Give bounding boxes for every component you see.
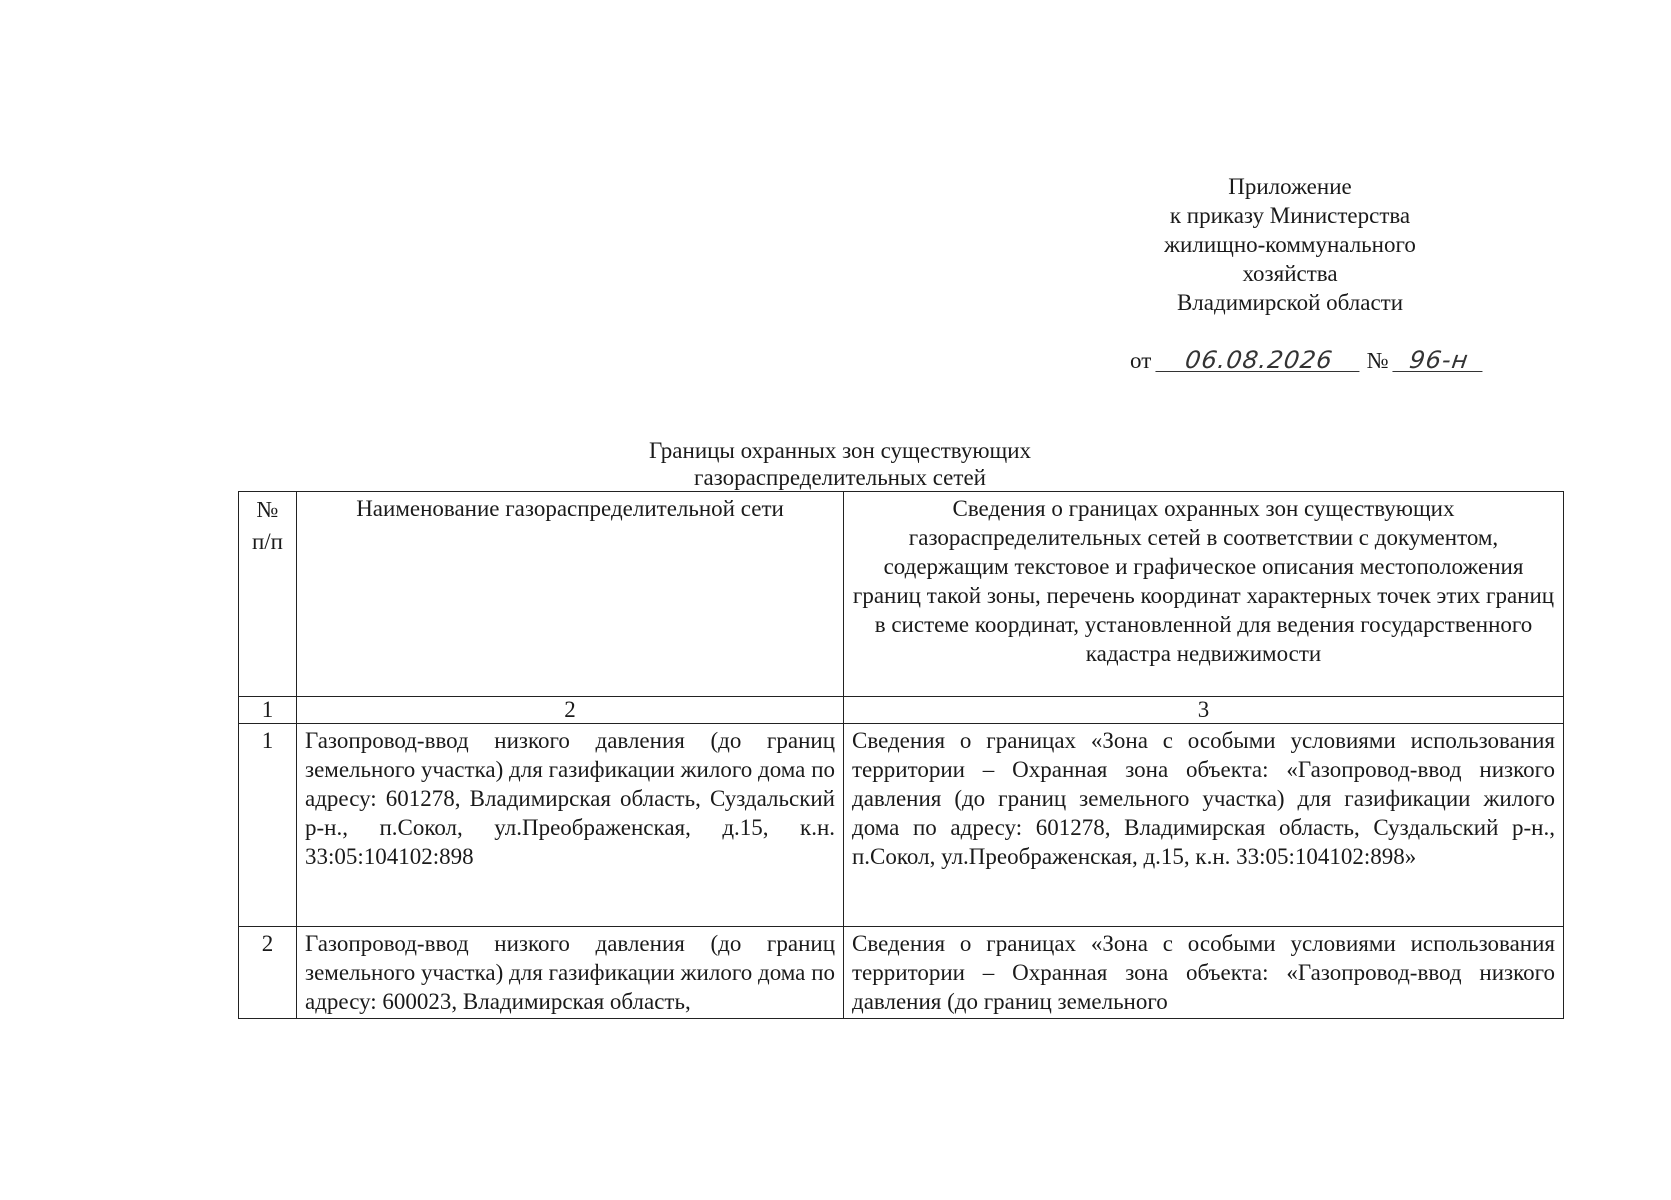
document-title bbox=[520, 437, 1160, 491]
appendix-line: Владимирской области bbox=[1176, 290, 1404, 315]
order-date-handwritten: 06.08.2026 bbox=[1155, 349, 1362, 372]
row-network-name: Газопровод-ввод низкого давления (до границ земельного участка) для газификации жилого дома по адресу: 601278, Владимирская область, Суздальский р-н., п.Сокол, ул.Преображенская, д.15, к.н. 33:05:104102:898 bbox=[297, 724, 844, 927]
appendix-line: к приказу Министерства bbox=[1169, 203, 1411, 228]
header-info: Сведения о границах охранных зон существующих газораспределительных сетей в соответствии с документом, содержащим текстовое и графическое описания местоположения границ такой зоны, перечень координат характерных точек этих границ в системе координат, установленной для ведения государственного кадастра недвижимости bbox=[844, 492, 1564, 697]
row-zone-info: Сведения о границах «Зона с особыми условиями использования территории – Охранная зона объекта: «Газопровод-ввод низкого давления (до границ земельного участка) для газификации жилого дома по адресу: 601278, Владимирская область, Суздальский р-н., п.Сокол, ул.Преображенская, д.15, к.н. 33:05:104102:898» bbox=[844, 724, 1564, 927]
header-num: № п/п bbox=[239, 492, 297, 697]
appendix-line: Приложение bbox=[1228, 174, 1352, 199]
row-network-name-text: Газопровод-ввод низкого давления (до границ земельного участка) для газификации жилого дома по адресу: 600023, Владимирская область, bbox=[305, 931, 835, 1014]
row-zone-info bbox=[844, 927, 1564, 1019]
order-number-sign: № bbox=[1366, 348, 1389, 373]
table-header-row bbox=[239, 492, 1564, 697]
appendix-block bbox=[1140, 172, 1440, 317]
row-network-name bbox=[297, 927, 844, 1019]
header-name: Наименование газораспределительной сети bbox=[297, 492, 844, 697]
column-number-row bbox=[239, 697, 1564, 724]
order-number-handwritten: 96-н bbox=[1393, 349, 1486, 372]
zones-table bbox=[238, 491, 1564, 1019]
row-number: 2 bbox=[239, 927, 297, 1019]
column-number: 1 bbox=[239, 697, 297, 724]
order-prefix: от bbox=[1130, 348, 1152, 373]
order-reference bbox=[1130, 348, 1484, 374]
table-row bbox=[239, 927, 1564, 1019]
row-zone-info-text: Сведения о границах «Зона с особыми условиями использования территории – Охранная зона объекта: «Газопровод-ввод низкого давления (до границ земельного bbox=[852, 931, 1555, 1014]
column-number: 3 bbox=[844, 697, 1564, 724]
table-row bbox=[239, 724, 1564, 927]
row-number: 1 bbox=[239, 724, 297, 927]
appendix-line: хозяйства bbox=[1242, 261, 1338, 286]
column-number: 2 bbox=[297, 697, 844, 724]
title-line-2: газораспределительных сетей bbox=[694, 465, 986, 490]
title-line-1: Границы охранных зон существующих bbox=[648, 438, 1032, 463]
appendix-line: жилищно-коммунального bbox=[1164, 232, 1416, 257]
